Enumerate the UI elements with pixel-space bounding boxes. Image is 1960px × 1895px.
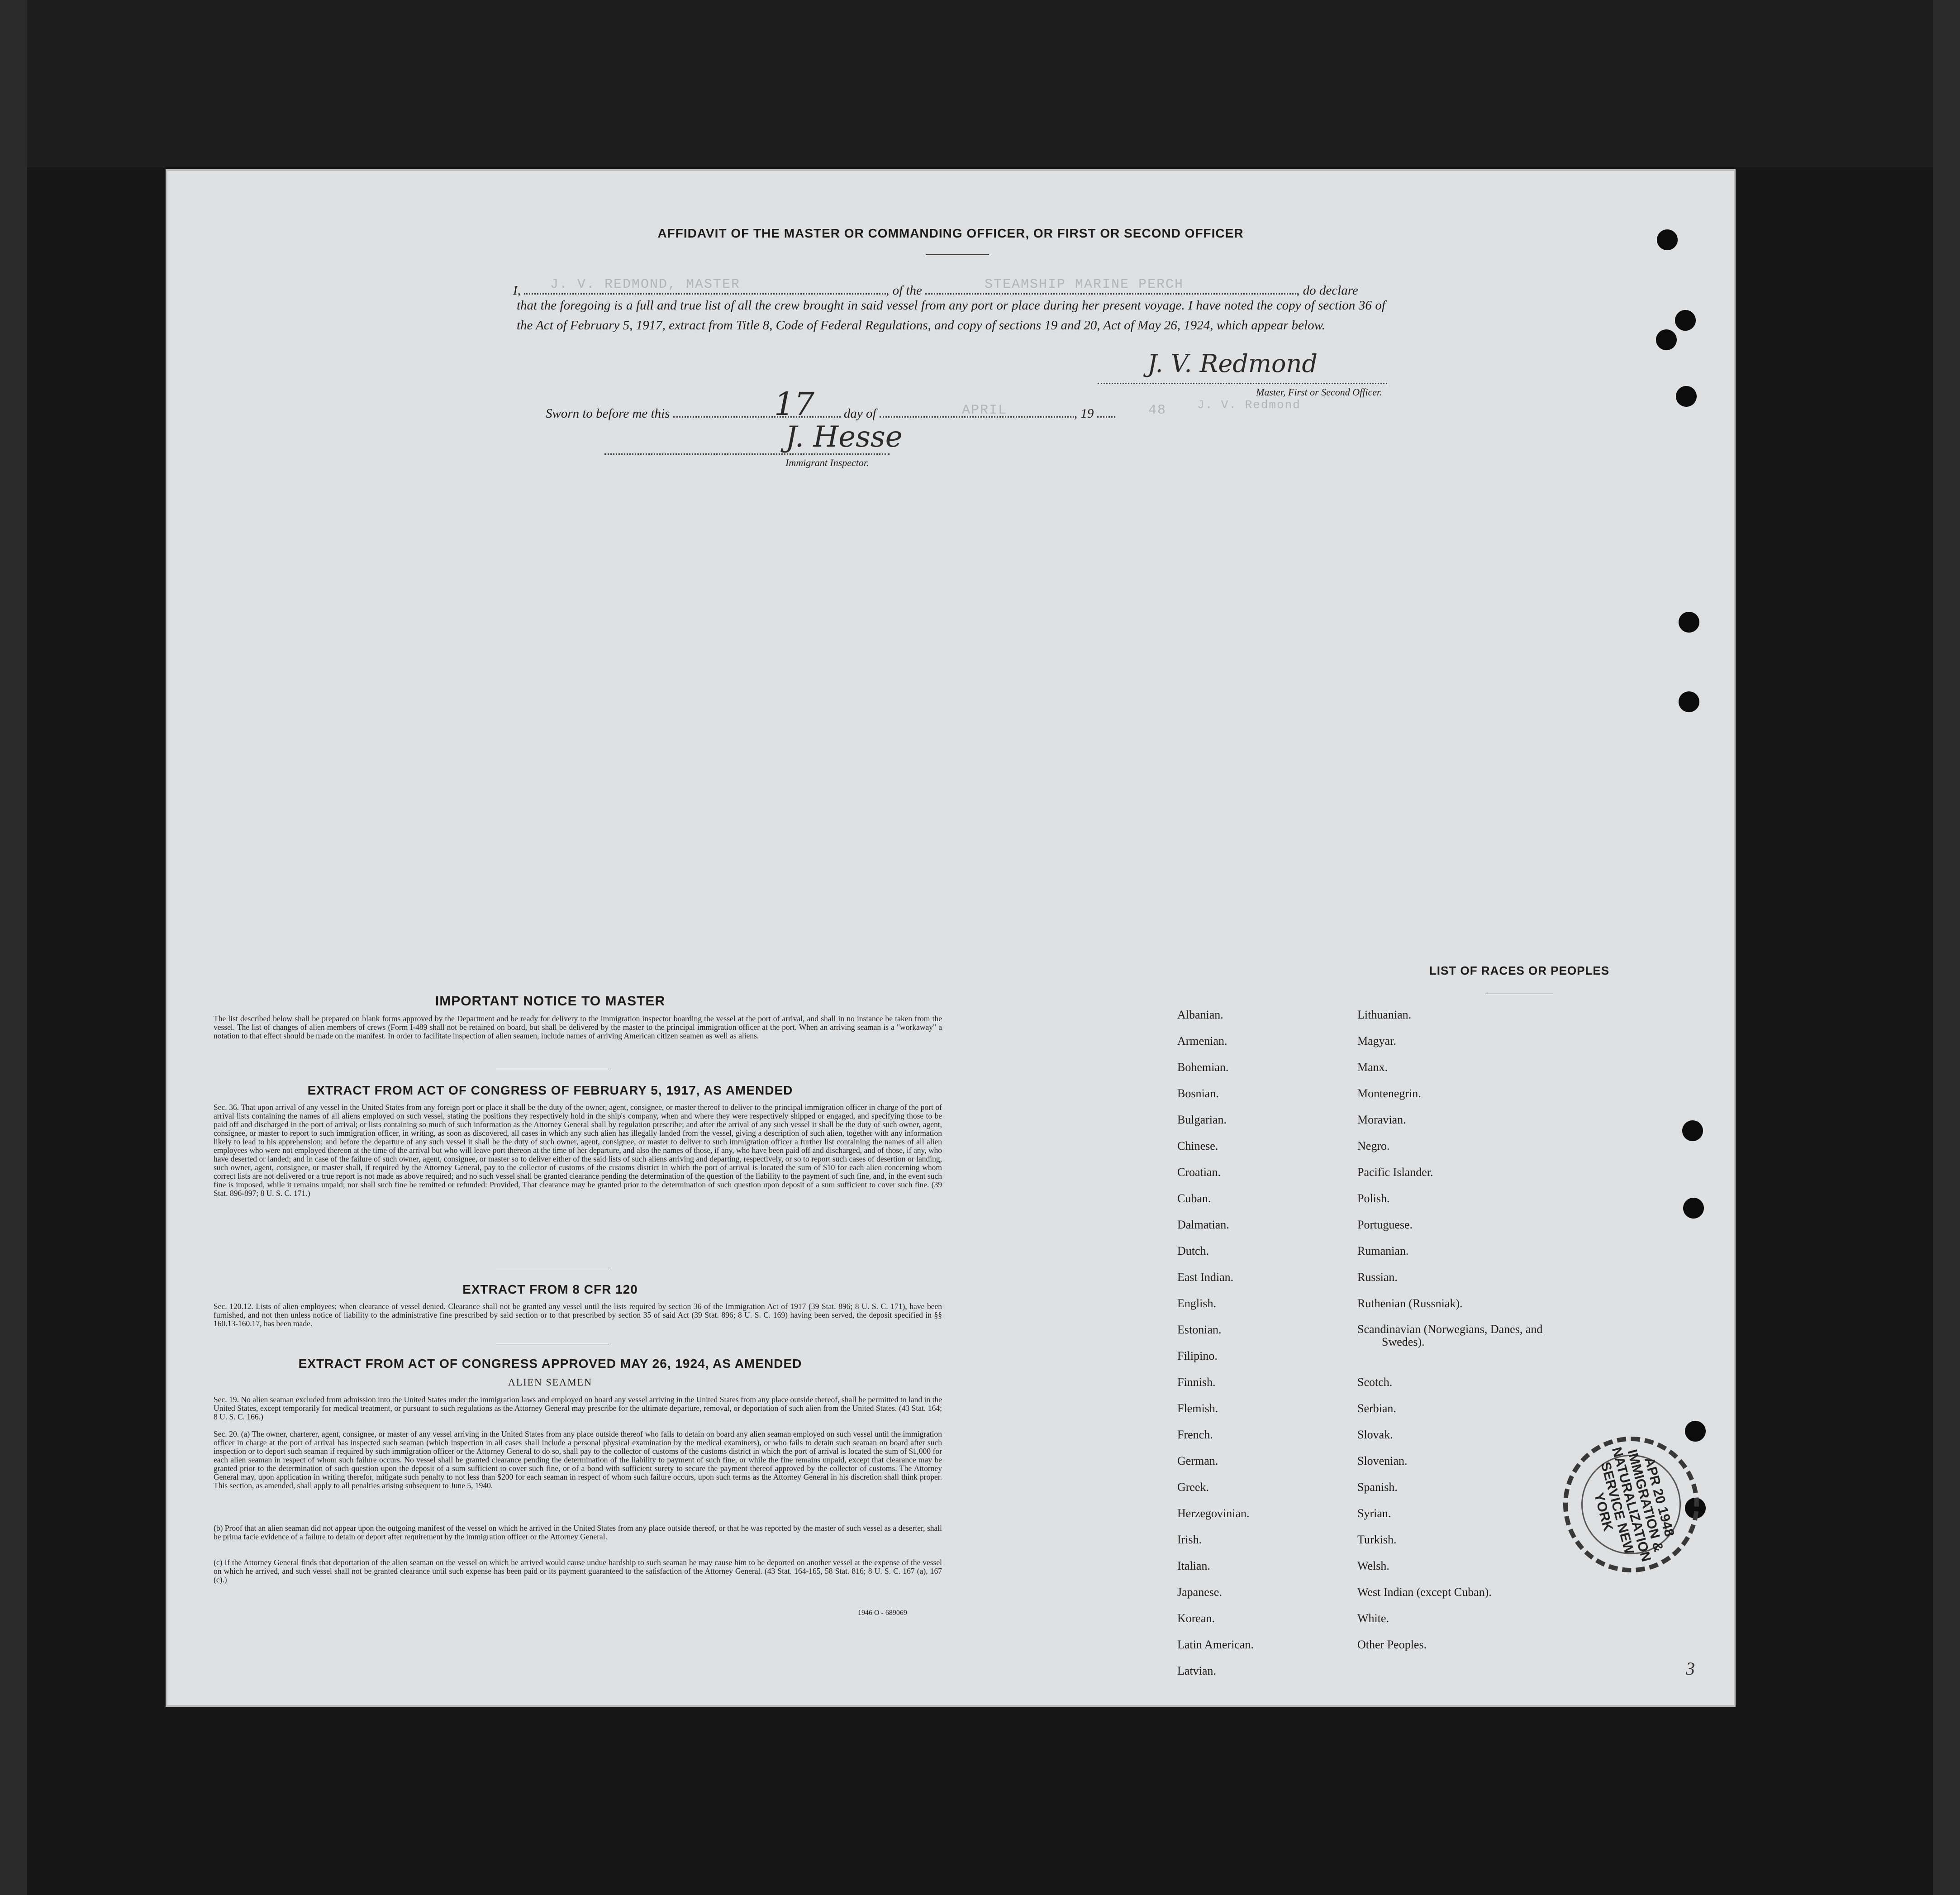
race-item: Syrian.	[1357, 1507, 1391, 1520]
extract-cfr-text: Sec. 120.12. Lists of alien employees; when clearance of vessel denied. Clearance shall not be granted any vessel until the lists required by section 36 of the Immigration Act of 1917 (39 Stat. 896; 8 U. S. C. 171), have been furnished, and not then unless notice of liability to the administrative fine prescribed by said section or to that prescribed by section 35 of said Act (39 Stat. 896; 8 U. S. C. 169) having been served, the deposit specified in §§ 160.13-160.17, has been made.	[214, 1302, 942, 1328]
declare-suffix: , do declare	[1296, 283, 1358, 298]
race-item: Flemish.	[1177, 1402, 1218, 1415]
race-item: Turkish.	[1357, 1533, 1397, 1546]
extract-1924-title: EXTRACT FROM ACT OF CONGRESS APPROVED MAY 26, 1924, AS AMENDED	[298, 1357, 802, 1371]
document-page	[166, 169, 1736, 1707]
heading-rule	[926, 254, 989, 255]
race-item: Moravian.	[1357, 1113, 1406, 1126]
race-item: Latvian.	[1177, 1664, 1216, 1677]
race-item: Russian.	[1357, 1271, 1398, 1284]
declarant-name: J. V. REDMOND, MASTER	[550, 277, 741, 292]
film-border-right	[1933, 0, 1960, 1895]
race-item: Other Peoples.	[1357, 1638, 1427, 1651]
race-item: Magyar.	[1357, 1034, 1396, 1047]
race-item: Polish.	[1357, 1192, 1390, 1205]
stamp-text: APR 20 1948 IMMIGRATION & NATURALIZATION SERVICE NEW YORK	[1591, 1445, 1677, 1563]
inspector-signature-line	[604, 449, 890, 455]
received-stamp	[1563, 1437, 1699, 1572]
race-item: Welsh.	[1357, 1559, 1389, 1572]
race-item: Bosnian.	[1177, 1087, 1219, 1100]
race-item: Negro.	[1357, 1139, 1390, 1152]
race-item: White.	[1357, 1612, 1389, 1625]
race-item: Filipino.	[1177, 1349, 1218, 1362]
master-signature-line	[1098, 378, 1387, 384]
page-mark: 3	[1686, 1658, 1695, 1679]
film-border-left	[0, 0, 27, 1895]
race-item: Korean.	[1177, 1612, 1215, 1625]
notice-title: IMPORTANT NOTICE TO MASTER	[435, 994, 666, 1009]
stamp-center	[1570, 1443, 1692, 1565]
punch-hole	[1656, 329, 1677, 350]
sec-20a-text: Sec. 20. (a) The owner, charterer, agent, consignee, or master of any vessel arriving in the United States from any place outside thereof who fails to detain on board any alien seaman employed on such vessel until the immigration officer in charge at the port of arrival has inspected such seaman (which inspection in all cases shall include a personal physical examination by the medical examiners), or who fails to detain such seaman on board after such inspection or to deport such seaman if required by such immigration officer or the Attorney General to do so, shall pay to the collector of customs of the customs district in which the port of arrival is located the sum of $1,000 for each alien seaman in respect of whom such failure occurs. No vessel shall be granted clearance pending the determination of the liability to payment of such fine, or while the fine remains unpaid, except that clearance may be granted prior to the determination of such question upon the deposit of a sum sufficient to cover such fine, or of a bond with sufficient surety to secure the payment thereof approved by the collector of customs. The Attorney General may, upon application in writing therefor, mitigate such penalty to not less than $200 for each seaman in respect of whom such failure occurs, upon such terms as the Attorney General in his discretion shall think proper. This section, as amended, shall apply to all penalties arising subsequent to June 5, 1940.	[214, 1429, 942, 1490]
master-typed-name: J. V. Redmond	[1197, 398, 1301, 412]
race-item: French.	[1177, 1428, 1213, 1441]
race-item: Cuban.	[1177, 1192, 1211, 1205]
race-item: Herzegovinian.	[1177, 1507, 1250, 1520]
races-title: LIST OF RACES OR PEOPLES	[1429, 964, 1610, 977]
affidavit-body: that the foregoing is a full and true list of all the crew brought in said vessel from any port or place during her present voyage. I have noted the copy of section 36 of the Act of February 5, 1917, extract from Title 8, Code of Federal Regulations, and copy of sections 19 and 20, Act of May 26, 1924, which appear below.	[517, 298, 1385, 333]
sworn-day: 17	[774, 386, 815, 423]
film-border-top	[0, 0, 1960, 167]
race-item: Dalmatian.	[1177, 1218, 1229, 1231]
sworn-day-of: day of	[843, 406, 876, 421]
punch-hole	[1676, 386, 1697, 407]
sworn-line	[546, 406, 1115, 421]
sworn-day-blank	[673, 412, 841, 418]
declarant-prefix: I,	[513, 283, 521, 298]
race-item: German.	[1177, 1454, 1218, 1467]
race-item: English.	[1177, 1297, 1216, 1310]
sworn-month: APRIL	[962, 403, 1008, 418]
extract-cfr-title: EXTRACT FROM 8 CFR 120	[462, 1282, 638, 1296]
race-item: Estonian.	[1177, 1323, 1222, 1336]
form-number: 1946 O - 689069	[858, 1609, 907, 1617]
race-item: Dutch.	[1177, 1244, 1209, 1257]
sworn-year-blank	[1097, 412, 1115, 418]
extract-1917-title: EXTRACT FROM ACT OF CONGRESS OF FEBRUARY 5, 1917, AS AMENDED	[307, 1083, 793, 1097]
punch-hole	[1679, 691, 1699, 712]
race-item: West Indian (except Cuban).	[1357, 1586, 1492, 1599]
extract-1917-text: Sec. 36. That upon arrival of any vessel in the United States from any foreign port or place it shall be the duty of the owner, agent, consignee, or master thereof to deliver to the principal immigration officer in charge of the port of arrival lists containing the names of all aliens employed on such vessel, stating the positions they respectively hold in the ship's company, when and where they were respectively shipped or engaged, and specifying those to be paid off and discharged in the port of arrival; or lists containing so much of such information as the Attorney General shall by regulation prescribe; and after the arrival of any such vessel it shall be the duty of such owner, agent, consignee, or master to report to such immigration officer, in writing, as soon as discovered, all cases in which any such alien has illegally landed from the vessel, giving a description of such alien, together with any information likely to lead to his apprehension; and before the departure of any such vessel it shall be the duty of such owner, agent, consignee, or master to deliver to such immigration officer a further list containing the names of all alien employees who were not employed thereon at the time of the arrival but who will leave port thereon at the time of her departure, and also the names of those, if any, who have been paid off and discharged, and of those, if any, who have deserted or landed; and in case of the failure of such owner, agent, consignee, or master so to deliver either of the said lists of such aliens arriving and departing, respectively, or so to report such cases of desertion or landing, such owner, agent, consignee, or master shall, if required by the Attorney General, pay to the collector of customs of the customs district in which the port of arrival is located the sum of $10 for each alien concerning whom correct lists are not delivered or a true report is not made as above required; and no such vessel shall be granted clearance pending the determination of the question of the liability to the payment of such fine, and, in the event such fine is imposed, while it remains unpaid; nor shall such fine be remitted or refunded: Provided, That clearance may be granted prior to the determination of such question upon deposit of a sum sufficient to cover such fine. (39 Stat. 896-897; 8 U. S. C. 171.)	[214, 1103, 942, 1198]
punch-hole	[1685, 1421, 1706, 1442]
sworn-year-prefix: , 19	[1074, 406, 1094, 421]
notice-text: The list described below shall be prepared on blank forms approved by the Department and be ready for delivery to the immigration inspector boarding the vessel at the port of arrival, and shall in no instance be taken from the vessel. The list of changes of alien members of crews (Form I-489 shall not be retained on board, but shall be delivered by the master to the principal immigration officer at the port. When an arriving seaman is a "workaway" a notation to that effect should be made on the manifest. In order to facilitate inspection of alien seamen, include names of arriving American citizen seamen as well as aliens.	[214, 1014, 942, 1040]
extract-1924-subtitle: ALIEN SEAMEN	[508, 1376, 592, 1388]
race-item: Portuguese.	[1357, 1218, 1413, 1231]
punch-hole	[1683, 1198, 1704, 1219]
race-item: East Indian.	[1177, 1271, 1234, 1284]
race-item: Bulgarian.	[1177, 1113, 1227, 1126]
race-item: Japanese.	[1177, 1586, 1222, 1599]
sworn-year: 48	[1148, 403, 1167, 418]
race-item: Irish.	[1177, 1533, 1202, 1546]
race-item: Scotch.	[1357, 1376, 1393, 1389]
race-item: Finnish.	[1177, 1376, 1216, 1389]
race-item: Armenian.	[1177, 1034, 1227, 1047]
punch-hole	[1657, 229, 1678, 250]
sec-20b-text: (b) Proof that an alien seaman did not appear upon the outgoing manifest of the vessel on which he arrived in the United States from any place outside thereof, or that he was reported by the master of such vessel as a deserter, shall be prima facie evidence of a failure to detain or deport after requirement by the immigration officer or the Attorney General.	[214, 1524, 942, 1541]
sworn-prefix: Sworn to before me this	[546, 406, 670, 421]
master-caption: Master, First or Second Officer.	[1256, 386, 1382, 398]
race-item: Chinese.	[1177, 1139, 1218, 1152]
race-item: Slovenian.	[1357, 1454, 1408, 1467]
race-item: Lithuanian.	[1357, 1008, 1412, 1021]
punch-hole	[1675, 310, 1696, 331]
vessel-name: STEAMSHIP MARINE PERCH	[985, 277, 1184, 292]
race-item: Serbian.	[1357, 1402, 1396, 1415]
race-item: Montenegrin.	[1357, 1087, 1421, 1100]
race-item: Greek.	[1177, 1481, 1209, 1494]
inspector-signature: J. Hesse	[785, 420, 903, 454]
race-item: Pacific Islander.	[1357, 1166, 1433, 1179]
race-item: Spanish.	[1357, 1481, 1398, 1494]
master-signature: J. V. Redmond	[1147, 349, 1318, 378]
sec-20c-text: (c) If the Attorney General finds that deportation of the alien seaman on the vessel on which he arrived would cause undue hardship to such seaman he may cause him to be deported on another vessel at the expense of the vessel on which he arrived, and such vessel shall not be granted clearance until such expense has been paid or its payment guaranteed to the satisfaction of the Attorney General. (43 Stat. 164-165, 58 Stat. 816; 8 U. S. C. 167 (a), 167 (c).)	[214, 1558, 942, 1584]
race-item: Manx.	[1357, 1061, 1388, 1074]
punch-hole	[1679, 612, 1699, 633]
race-item: Ruthenian (Russniak).	[1357, 1297, 1463, 1310]
race-item: Italian.	[1177, 1559, 1210, 1572]
vessel-prefix: , of the	[886, 283, 922, 298]
affidavit-heading: AFFIDAVIT OF THE MASTER OR COMMANDING OFFICER, OR FIRST OR SECOND OFFICER	[657, 226, 1244, 240]
race-item: Rumanian.	[1357, 1244, 1409, 1257]
race-item: Bohemian.	[1177, 1061, 1229, 1074]
race-item: Croatian.	[1177, 1166, 1221, 1179]
race-item: Slovak.	[1357, 1428, 1393, 1441]
sec-19-text: Sec. 19. No alien seaman excluded from admission into the United States under the immigration laws and employed on board any vessel arriving in the United States from any place outside thereof, shall be permitted to land in the United States, except temporarily for medical treatment, or pursuant to such regulations as the Attorney General may prescribe for the ultimate departure, removal, or deportation of such alien from the United States. (43 Stat. 164; 8 U. S. C. 166.)	[214, 1395, 942, 1421]
inspector-caption: Immigrant Inspector.	[785, 457, 869, 468]
race-item: Scandinavian (Norwegians, Danes, and Swedes).	[1357, 1323, 1543, 1348]
punch-hole	[1682, 1120, 1703, 1141]
race-item: Latin American.	[1177, 1638, 1254, 1651]
race-item: Albanian.	[1177, 1008, 1223, 1021]
